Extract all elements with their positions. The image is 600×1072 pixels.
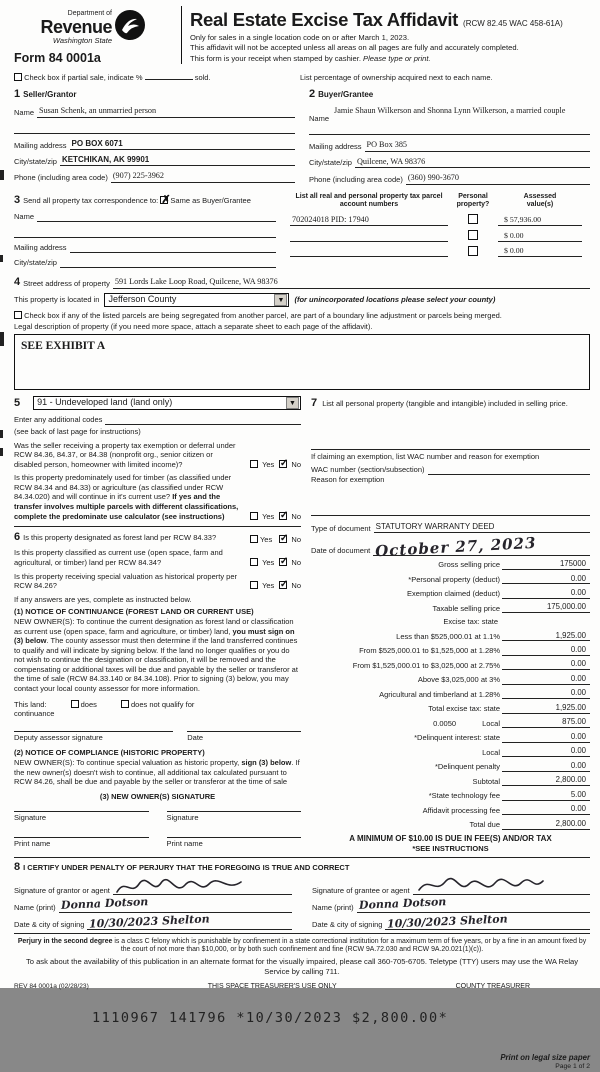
- personal-property-header: Personal property?: [456, 192, 490, 209]
- section-6-number: 6: [14, 531, 21, 544]
- grantor-name-label: Name (print): [14, 902, 56, 912]
- see-instructions-note: *SEE INSTRUCTIONS: [412, 843, 489, 853]
- if-yes-note: If any answers are yes, complete as instructed below.: [14, 594, 192, 604]
- grantor-signature-label: Signature of grantor or agent: [14, 885, 110, 895]
- segregated-label: Check box if any of the listed parcels are being segregated from another parcel, are part of a boundary line adjustment or parcels being merged.: [24, 310, 502, 320]
- buyer-city-field[interactable]: Quilcene, WA 98376: [355, 157, 590, 169]
- tax-line-value[interactable]: 875.00: [502, 717, 590, 728]
- section-4-number: 4: [14, 275, 21, 288]
- buyer-name-field[interactable]: Jamie Shaun Wilkerson and Shonna Lynn Wilkerson, a married couple: [334, 106, 566, 116]
- tax-line: From $1,525,000.01 to $3,025,000 at 2.75% 0.00: [311, 659, 590, 670]
- correspondence-mailing-field[interactable]: [70, 243, 276, 253]
- tax-line-value[interactable]: 1,925.00: [502, 631, 590, 642]
- parcel-row: [290, 246, 590, 258]
- tax-line: Subtotal 2,800.00: [311, 775, 590, 786]
- buyer-name-underline[interactable]: [309, 125, 590, 135]
- assessed-value-header: Assessed value(s): [523, 192, 557, 209]
- section-3-number: 3: [14, 193, 21, 206]
- correspondence-name-label: Name: [14, 211, 35, 221]
- county-dropdown[interactable]: [104, 293, 289, 307]
- historic-yes-checkbox[interactable]: [250, 581, 258, 589]
- tax-line-value[interactable]: 175,000.00: [502, 602, 590, 613]
- tax-line: Gross selling price 175000: [311, 559, 590, 570]
- grantor-date-field[interactable]: [87, 911, 292, 931]
- same-as-buyer-checkbox[interactable]: [160, 196, 168, 204]
- correspondence-name-field[interactable]: [37, 212, 276, 222]
- this-land-label: This land:: [14, 699, 47, 709]
- tax-line: Total excise tax: state 1,925.00: [311, 703, 590, 714]
- header-note-2: This affidavit will not be accepted unless all areas on all pages are fully and accurately completed.: [190, 43, 519, 53]
- grantee-signature-label: Signature of grantee or agent: [312, 885, 410, 895]
- dor-logo-block: [14, 10, 179, 46]
- tax-line-value[interactable]: 0.00: [502, 732, 590, 743]
- land-qualify-row: This land: does does not qualify for: [14, 699, 195, 709]
- notice-continuance-body: NEW OWNER(S): To continue the current designation as forest land or classification as current use (open space, farm and agriculture, or timber) land, you must sign on (3) below. The county assessor must then determine if the land transferred continues to qualify and will indicate by signing below. If the land no longer qualifies or you do not wish to continue the designation or classification, it will be removed and the compensating or additional taxes will be due and payable by the seller or transferor at the time of sale (RCW 84.33.140 or 84.34.108). Prior to signing (3) below, you may contact your local county assessor for more information.: [14, 616, 298, 694]
- scan-artifact: [0, 170, 4, 180]
- parcel-table: [290, 193, 590, 268]
- partial-sale-row: [14, 73, 211, 83]
- tax-line-value[interactable]: 0.00: [502, 659, 590, 670]
- grantee-name-handwriting: Donna Dotson: [358, 895, 447, 913]
- tax-line-value[interactable]: 5.00: [502, 790, 590, 801]
- grantee-date-label: Date & city of signing: [312, 920, 383, 930]
- legal-description-label: Legal description of property (if you need more space, attach a separate sheet to each page of the affidavit).: [14, 322, 373, 332]
- page-title: Real Estate Excise Tax Affidavit: [190, 9, 459, 30]
- buyer-city-label: City/state/zip: [309, 158, 352, 168]
- grantor-signature-block: [14, 874, 292, 929]
- exemption-no-checkbox[interactable]: [279, 460, 287, 468]
- parcel-row: [290, 214, 590, 226]
- parcel-number-field[interactable]: [290, 232, 448, 242]
- scan-artifact: [0, 430, 3, 438]
- section-5-number: 5: [14, 396, 21, 409]
- type-of-document-field[interactable]: STATUTORY WARRANTY DEED: [374, 522, 590, 533]
- county-value: Jefferson County: [108, 293, 177, 304]
- section-7-number: 7: [311, 396, 318, 409]
- does-qualify-checkbox[interactable]: [71, 700, 79, 708]
- assessed-value-field[interactable]: $ 0.00: [498, 246, 582, 257]
- forest-land-question: Is this property designated as forest land per RCW 84.33?: [23, 533, 217, 543]
- exemption-question: Was the seller receiving a property tax exemption or deferral under RCW 84.36, 84.37, or 84.38 (nonprofit org., senior citizen or disabled person, homeowner with limited income)?: [14, 440, 236, 469]
- section-6: 6 Is this property designated as forest land per RCW 84.33? Yes ✓ No Is this property classified as current use (open space, farm and agricultural, or timber) land per RCW 84.34? Yes ✓ No Is this property receiving special valuation as historical property per RCW 84.26? Yes ✓ No If any answers are yes, complete as instructed below. (1) NOTICE OF CONTINUANCE (FOREST LAND OR CURRENT USE) NEW OWNER(S): To continue the current designation as forest land or classification as current use (open space, farm and agriculture, or timber) land, you must sign on (3) below. The county assessor must then determine if the land transferred continues to qualify and will indicate by signing below. If the land no longer qualifies or you do not wish to continue the designation or classification, it will be removed and the compensating or additional taxes will be due and payable by the seller or transferor at the time of sale (RCW 84.33.140 or 84.34.108). Prior to signing (3) below, you may contact your local county assessor for more information. This land: does does not qualify for continuance Deputy assessor signature Date (2) NOTICE OF COMPLIANCE (HISTORIC PROPERTY) NEW OWNER(S): To continue special valuation as historic property, sign (3) below. If the new owner(s) doesn't wish to continue, all additional tax calculated pursuant to RCW 84.26, shall be due and payable by the seller or transferor at the time of sale (3) NEW OWNER(S) SIGNATURE Signature Signature Print name Print name: [14, 530, 301, 848]
- ownership-note: List percentage of ownership acquired next to each name.: [300, 72, 493, 82]
- treasurer-space-label: THIS SPACE TREASURER'S USE ONLY: [207, 982, 337, 990]
- date-of-document-label: Date of document: [311, 545, 371, 555]
- minimum-due-note: A MINIMUM OF $10.00 IS DUE IN FEE(S) AND/OR TAX: [349, 833, 552, 843]
- tax-line-value[interactable]: 0.00: [502, 804, 590, 815]
- see-back-note: (see back of last page for instructions): [14, 426, 141, 436]
- revenue-text: Revenue: [40, 16, 112, 37]
- current-use-no-checkbox[interactable]: [279, 558, 287, 566]
- tax-line: Above $3,025,000 at 3% 0.00: [311, 674, 590, 685]
- seller-phone-label: Phone (including area code): [14, 173, 108, 183]
- section-5: [14, 396, 301, 410]
- continuance-label: continuance: [14, 709, 55, 719]
- buyer-phone-field[interactable]: (360) 990-3670: [406, 173, 590, 185]
- dor-logo-icon: [115, 10, 145, 40]
- seller-mailing-label: Mailing address: [14, 140, 67, 150]
- correspondence-mailing-label: Mailing address: [14, 242, 67, 252]
- partial-sale-label: Check box if partial sale, indicate %: [24, 72, 143, 82]
- owner-signature-field-2[interactable]: Signature: [167, 811, 302, 823]
- grantor-date-label: Date & city of signing: [14, 920, 85, 930]
- additional-codes-field[interactable]: [105, 415, 301, 425]
- wac-exemption-note: If claiming an exemption, list WAC number and reason for exemption: [311, 451, 540, 461]
- seller-phone-field[interactable]: (907) 225-3962: [111, 171, 295, 183]
- dept-of-text: Department of: [67, 10, 112, 17]
- tax-line: Agricultural and timberland at 1.28% 0.00: [311, 688, 590, 699]
- grantor-name-field[interactable]: [59, 897, 292, 912]
- tax-line-value[interactable]: 0.00: [502, 674, 590, 685]
- title-rcw: (RCW 82.45 WAC 458-61A): [463, 19, 563, 28]
- tax-line-value[interactable]: 0.00: [502, 746, 590, 757]
- excise-tax-state-header: Excise tax: state: [443, 617, 498, 627]
- header-divider: [181, 6, 182, 64]
- land-use-code-value: 91 - Undeveloped land (land only): [37, 397, 173, 408]
- parcel-number-field[interactable]: 702024018 PID: 17940: [290, 215, 448, 227]
- seller-city-label: City/state/zip: [14, 156, 57, 166]
- section-2-title: Buyer/Grantee: [318, 90, 374, 100]
- timber-no-checkbox[interactable]: [279, 512, 287, 520]
- page-number: Page 1 of 2: [555, 1062, 590, 1070]
- timber-question: Is this property predominately used for timber (as classified under RCW 84.34 and 84.33) or agriculture (as classified under RCW 84.34.020) and will continue in it's current use? If yes and the transfer involves multiple parcels with different classifications, complete the predominate use calculator (see instructions): [14, 473, 239, 521]
- section-8-number: 8: [14, 861, 21, 874]
- exemption-yes-checkbox[interactable]: [250, 460, 258, 468]
- date-of-document-handwriting: October 27, 2023: [374, 534, 538, 561]
- tax-line-value[interactable]: 2,800.00: [502, 819, 590, 830]
- grantee-date-handwriting: 10/30/2023 Shelton: [387, 911, 509, 931]
- deputy-assessor-signature-field[interactable]: Deputy assessor signature: [14, 731, 173, 743]
- exemption-question-row: Was the seller receiving a property tax exemption or deferral under RCW 84.36, 84.37, or 84.38 (nonprofit org., senior citizen or disabled person, homeowner with limited income)? Yes ✓ No: [14, 441, 301, 470]
- section-seller: [14, 87, 295, 184]
- washington-state-text: Washington State: [52, 36, 112, 46]
- timber-yes-checkbox[interactable]: [250, 512, 258, 520]
- same-as-buyer-label: Same as Buyer/Grantee: [170, 195, 251, 205]
- section-2-number: 2: [309, 88, 316, 101]
- grantor-signature-field[interactable]: [113, 876, 292, 895]
- wac-number-field[interactable]: [428, 465, 590, 475]
- county-note: (for unincorporated locations please select your county): [294, 294, 496, 304]
- header: [14, 4, 590, 66]
- tax-line: *Delinquent interest: state 0.00: [311, 732, 590, 743]
- seller-name-label: Name: [14, 108, 35, 118]
- section-8-certify: [14, 857, 590, 929]
- new-owners-signature-title: (3) NEW OWNER(S) SIGNATURE: [99, 791, 216, 801]
- correspondence-city-label: City/state/zip: [14, 257, 57, 267]
- seller-name-field-2[interactable]: [14, 124, 295, 134]
- section-7: [311, 396, 590, 410]
- legal-description-value: SEE EXHIBIT A: [21, 339, 106, 352]
- parcel-row: [290, 230, 590, 242]
- assessed-value-field[interactable]: $ 57,936.00: [498, 215, 582, 226]
- scan-artifact: [0, 448, 3, 456]
- section-buyer: [309, 87, 590, 184]
- dropdown-arrow-icon[interactable]: ▼: [274, 294, 287, 306]
- county-treasurer-label: COUNTY TREASURER: [455, 982, 530, 990]
- owner-printname-field-1[interactable]: Print name: [14, 837, 149, 849]
- timber-question-row: Is this property predominately used for timber (as classified under RCW 84.34 and 84.33) or agriculture (as classified under RCW 84.34.020) and will continue in it's current use? If yes and the transfer involves multiple parcels with different classifications, complete the predominate use calculator (see instructions) Yes ✓ No: [14, 473, 301, 521]
- date-of-document-field[interactable]: [373, 534, 590, 561]
- personal-property-list-label: List all personal property (tangible and intangible) included in selling price.: [322, 398, 568, 408]
- tax-line-value[interactable]: 0.00: [502, 574, 590, 585]
- grantee-signature-field[interactable]: [413, 876, 590, 895]
- deputy-date-field[interactable]: Date: [187, 731, 301, 743]
- personal-property-list-field[interactable]: [311, 410, 590, 444]
- grantee-name-label: Name (print): [312, 902, 354, 912]
- tax-line-value[interactable]: 0.00: [502, 645, 590, 656]
- additional-codes-label: Enter any additional codes: [14, 415, 103, 425]
- reason-exemption-label: Reason for exemption: [311, 474, 385, 484]
- notice-compliance-title: (2) NOTICE OF COMPLIANCE (HISTORIC PROPERTY): [14, 748, 205, 758]
- partial-sale-percent-field[interactable]: [145, 79, 193, 80]
- tax-line: From $525,000.01 to $1,525,000 at 1.28% 0.00: [311, 645, 590, 656]
- personal-property-checkbox[interactable]: [468, 230, 478, 240]
- form-number: Form 84 0001a: [14, 50, 101, 65]
- wac-number-label: WAC number (section/subsection): [311, 464, 425, 474]
- section-1-number: 1: [14, 88, 21, 101]
- section-1-title: Seller/Grantor: [23, 90, 77, 100]
- print-legal-note: Print on legal size paper: [500, 1052, 590, 1062]
- header-note-3: This form is your receipt when stamped by cashier. Please type or print.: [190, 54, 431, 64]
- grantee-signature-block: [312, 874, 590, 929]
- historic-no-checkbox[interactable]: [279, 581, 287, 589]
- perjury-note: Perjury in the second degree is a class C felony which is punishable by confinement in a state correctional institution for a maximum term of five years, or by a fine in an amount fixed by the court of not more than $10,000, or by both such confinement and fine (RCW 9A.72.030 and RCW 9A.20.021(1)(c)). To ask about the availability of this publication in an alternate format for the visually impaired, please call 360-705-6705. Teletype (TTY) users may use the WA Relay Service by calling 711.: [14, 933, 590, 977]
- grantee-date-field[interactable]: [385, 911, 590, 931]
- rev-label: REV 84 0001a (02/28/23): [14, 982, 89, 990]
- legal-description-field[interactable]: [14, 334, 590, 390]
- current-use-yes-checkbox[interactable]: [250, 558, 258, 566]
- seller-city-field[interactable]: KETCHIKAN, AK 99901: [60, 155, 295, 166]
- scan-artifact: [0, 255, 3, 262]
- land-use-code-dropdown[interactable]: [33, 396, 301, 410]
- street-address-label: Street address of property: [23, 279, 110, 289]
- personal-property-checkbox[interactable]: [468, 246, 478, 256]
- dropdown-arrow-icon[interactable]: ▼: [286, 397, 299, 409]
- tax-line: Affidavit processing fee 0.00: [311, 804, 590, 815]
- parcel-number-field[interactable]: [290, 247, 448, 257]
- parcel-header: List all real and personal property tax parcel account numbers: [295, 192, 443, 209]
- section-3-correspondence: [14, 193, 276, 268]
- tax-line-value[interactable]: 2,800.00: [502, 775, 590, 786]
- street-address-field[interactable]: 591 Lords Lake Loop Road, Quilcene, WA 98376: [113, 277, 590, 289]
- tax-line: Less than $525,000.01 at 1.1% 1,925.00: [311, 631, 590, 642]
- tax-line-value[interactable]: 0.00: [502, 688, 590, 699]
- tax-line-value[interactable]: 0.00: [502, 588, 590, 599]
- current-use-question: Is this property classified as current use (open space, farm and agricultural, or timber) land per RCW 84.34?: [14, 548, 223, 567]
- grantor-date-handwriting: 10/30/2023 Shelton: [89, 911, 211, 931]
- correspondence-name-field-2[interactable]: [14, 228, 276, 238]
- buyer-mailing-field[interactable]: PO Box 385: [365, 140, 590, 152]
- certify-statement: I CERTIFY UNDER PENALTY OF PERJURY THAT THE FOREGOING IS TRUE AND CORRECT: [23, 863, 350, 873]
- owner-signature-field-1[interactable]: Signature: [14, 811, 149, 823]
- seller-mailing-field[interactable]: PO BOX 6071: [70, 139, 295, 150]
- tax-line: Taxable selling price 175,000.00: [311, 602, 590, 613]
- tax-line-value[interactable]: 0.00: [502, 761, 590, 772]
- tax-line-value[interactable]: 1,925.00: [502, 703, 590, 714]
- personal-property-checkbox[interactable]: [468, 214, 478, 224]
- buyer-phone-label: Phone (including area code): [309, 174, 403, 184]
- tax-line: *Delinquent penalty 0.00: [311, 761, 590, 772]
- buyer-name-label: Name: [309, 114, 330, 124]
- owner-printname-field-2[interactable]: Print name: [167, 837, 302, 849]
- correspondence-city-field[interactable]: [60, 258, 276, 268]
- type-of-document-label: Type of document: [311, 523, 371, 533]
- section-3-label: Send all property tax correspondence to:: [23, 195, 159, 205]
- tax-line: *Personal property (deduct) 0.00: [311, 574, 590, 585]
- reason-exemption-field[interactable]: [311, 484, 590, 510]
- seller-name-field[interactable]: Susan Schenk, an unmarried person: [37, 106, 295, 118]
- tax-line: *State technology fee 5.00: [311, 790, 590, 801]
- historic-question: Is this property receiving special valuation as historical property per RCW 84.26?: [14, 571, 238, 591]
- tax-line: Total due 2,800.00: [311, 819, 590, 830]
- footer-row: [14, 983, 590, 992]
- tax-line-value[interactable]: 175000: [502, 559, 590, 570]
- alt-format-note: To ask about the availability of this publication in an alternate format for the visually impaired, please call 360-705-6705. Teletype (TTY) users may use the WA Relay Service by calling 711.: [25, 957, 579, 976]
- treasurer-stamp: 1110967 141796 *10/30/2023 $2,800.00*: [92, 1009, 449, 1026]
- located-in-label: This property is located in: [14, 294, 100, 304]
- assessed-value-field[interactable]: $ 0.00: [498, 231, 582, 242]
- partial-sale-checkbox[interactable]: [14, 73, 22, 81]
- does-not-qualify-checkbox[interactable]: [121, 700, 129, 708]
- buyer-mailing-label: Mailing address: [309, 141, 362, 151]
- tax-line: 0.0050 Local 875.00: [311, 717, 590, 728]
- segregated-checkbox[interactable]: [14, 311, 22, 319]
- sold-label: sold.: [194, 72, 211, 82]
- notice-compliance-body: NEW OWNER(S): To continue special valuation as historic property, sign (3) below. If the new owner(s) doesn't wish to continue, all additional tax calculated pursuant to RCW 84.26, shall be due and payable by the seller or transferor at the time of sale: [14, 758, 300, 787]
- notice-continuance-title: (1) NOTICE OF CONTINUANCE (FOREST LAND OR CURRENT USE): [14, 607, 254, 617]
- forest-no-checkbox[interactable]: [279, 535, 287, 543]
- section-4-property: [14, 275, 590, 390]
- header-note-1: Only for sales in a single location code on or after March 1, 2023.: [190, 32, 410, 42]
- scan-artifact: [0, 332, 4, 346]
- tax-line: Exemption claimed (deduct) 0.00: [311, 588, 590, 599]
- grantor-name-handwriting: Donna Dotson: [60, 895, 149, 913]
- tax-line: Local 0.00: [311, 746, 590, 757]
- forest-yes-checkbox[interactable]: [250, 535, 258, 543]
- grantee-name-field[interactable]: [357, 897, 590, 912]
